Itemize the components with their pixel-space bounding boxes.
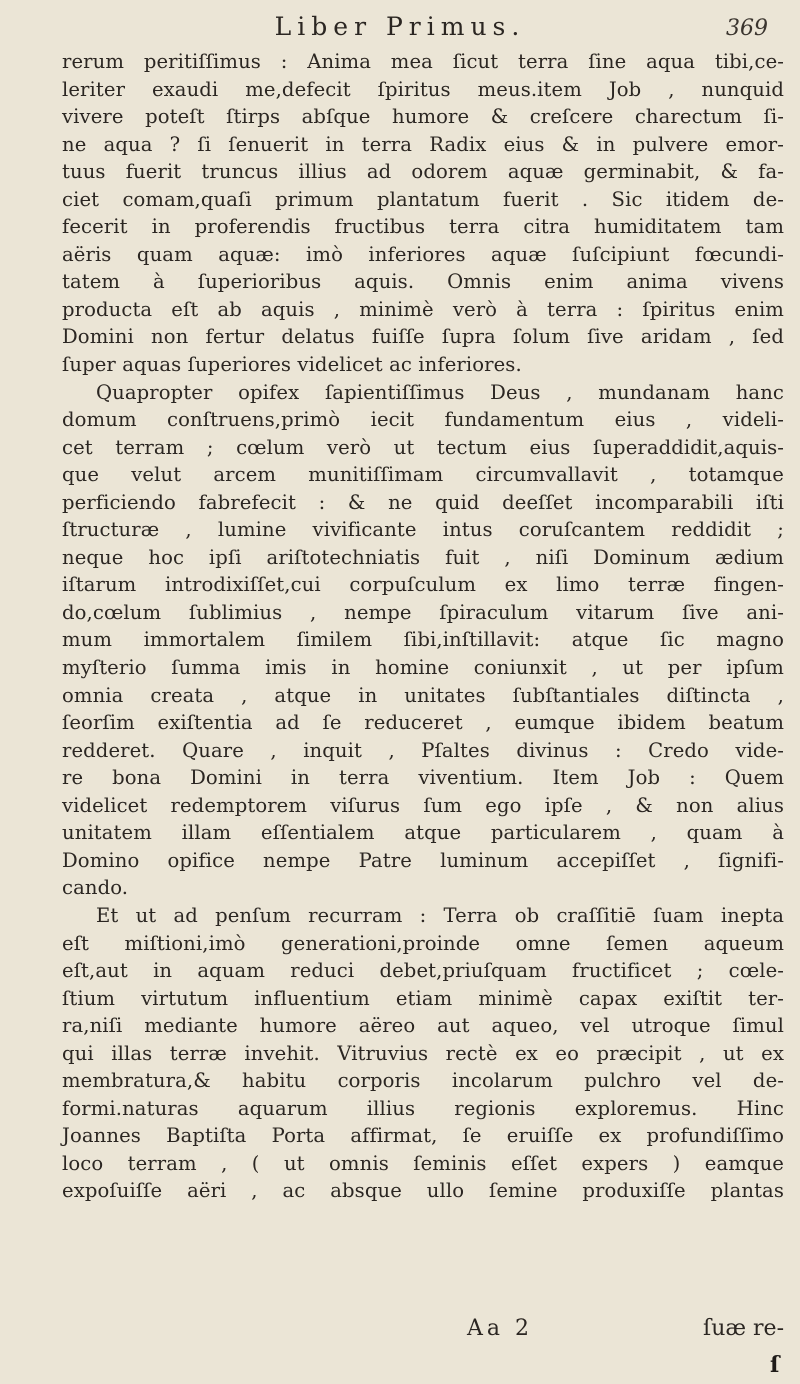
text-line: expoſuiſſe aëri , ac absque ullo ſemine produxiſſe plantas xyxy=(62,1179,784,1203)
text-line: ſtium virtutum influentium etiam minimè capax exiſtit ter- xyxy=(62,986,784,1010)
text-line: tuus fuerit truncus illius ad odorem aquæ germinabit, & fa- xyxy=(62,160,784,184)
text-line: que velut arcem munitiſſimam circumvallavit , totamque xyxy=(62,463,784,487)
text-line: domum conſtruens,primò iecit fundamentum eius , videli- xyxy=(62,408,784,432)
text-line: leriter exaudi me,defecit ſpiritus meus.item Job , nunquid xyxy=(62,77,784,101)
text-line: ſeorſim exiſtentia ad ſe reduceret , eumque ibidem beatum xyxy=(62,711,784,735)
text-line: fecerit in proferendis fructibus terra citra humiditatem tam xyxy=(62,215,784,239)
text-line: omnia creata , atque in unitates ſubſtantiales diſtincta , xyxy=(62,683,784,707)
running-title: Liber Primus. xyxy=(274,12,526,41)
text-line: rerum peritiſſimus : Anima mea ſicut terra ſine aqua tibi,ce- xyxy=(62,50,784,73)
text-line: ſtructuræ , lumine vivificante intus coruſcantem reddidit ; xyxy=(62,518,784,542)
paragraph-start-line: Et ut ad penſum recurram : Terra ob craſſitiē ſuam inepta xyxy=(96,903,784,927)
text-line: myſterio ſumma imis in homine coniunxit , ut per ipſum xyxy=(62,656,784,680)
body-text xyxy=(62,48,784,1205)
text-line: qui illas terræ invehit. Vitruvius rectè ex eo præcipit , ut ex xyxy=(62,1041,784,1065)
text-line: tatem à ſuperioribus aquis. Omnis enim anima vivens xyxy=(62,270,784,294)
text-line: cando. xyxy=(62,876,129,900)
corner-mark: ſ xyxy=(770,1352,780,1378)
text-line: loco terram , ( ut omnis ſeminis eſſet expers ) eamque xyxy=(62,1151,784,1175)
text-line: Joannes Baptiſta Porta affirmat, ſe eruiſſe ex profundiſſimo xyxy=(62,1124,784,1148)
text-line: eſt miſtioni,imò generationi,proinde omne ſemen aqueum xyxy=(62,931,784,955)
signature-mark: Aa 2 xyxy=(467,1316,533,1341)
catchword: ſuæ re- xyxy=(703,1316,784,1341)
text-line: mum immortalem ſimilem ſibi,inſtillavit: atque ſic magno xyxy=(62,628,784,652)
text-line: membratura,& habitu corporis incolarum pulchro vel de- xyxy=(62,1069,784,1093)
text-line: formi.naturas aquarum illius regionis exploremus. Hinc xyxy=(62,1096,784,1120)
text-line: neque hoc ipſi ariſtotechniatis fuit , niſi Dominum ædium xyxy=(62,545,784,569)
text-line: ne aqua ? ſi ſenuerit in terra Radix eius & in pulvere emor- xyxy=(62,132,784,156)
text-line: do,cœlum ſublimius , nempe ſpiraculum vitarum ſive ani- xyxy=(62,600,784,624)
text-line: iſtarum introdixiſſet,cui corpuſculum ex limo terræ fingen- xyxy=(62,573,784,597)
text-line: re bona Domini in terra viventium. Item Job : Quem xyxy=(62,766,784,790)
text-line: perficiendo fabrefecit : & ne quid deeſſet incomparabili iſti xyxy=(62,490,784,514)
text-line: eſt,aut in aquam reduci debet,priuſquam fructificet ; cœle- xyxy=(62,959,784,983)
text-line: ciet comam,quaſi primum plantatum fuerit . Sic itidem de- xyxy=(62,187,784,211)
text-line: redderet. Quare , inquit , Pſaltes divinus : Credo vide- xyxy=(62,738,784,762)
text-line: aëris quam aquæ: imò inferiores aquæ ſuſcipiunt fœcundi- xyxy=(62,242,784,266)
page-footer xyxy=(62,1316,784,1346)
text-line: Domino opifice nempe Patre luminum accepiſſet , ſignifi- xyxy=(62,848,784,872)
text-line: ſuper aquas ſuperiores videlicet ac inferiores. xyxy=(62,353,522,377)
text-line: producta eſt ab aquis , minimè verò à terra : ſpiritus enim xyxy=(62,297,784,321)
paragraph-start-line: Quapropter opifex ſapientiſſimus Deus , mundanam hanc xyxy=(96,380,784,404)
page-header xyxy=(0,10,800,46)
text-line: unitatem illam eſſentialem atque particularem , quam à xyxy=(62,821,784,845)
text-line: cet terram ; cœlum verò ut tectum eius ſuperaddidit,aquis- xyxy=(62,435,784,459)
text-line: vivere poteſt ſtirps abſque humore & creſcere charectum ſi- xyxy=(62,105,784,129)
page-number: 369 xyxy=(726,16,768,41)
text-line: ra,niſi mediante humore aëreo aut aqueo, vel utroque ſimul xyxy=(62,1014,784,1038)
text-line: Domini non fertur delatus fuiſſe ſupra ſolum ſive aridam , ſed xyxy=(62,325,784,349)
text-line: videlicet redemptorem viſurus ſum ego ipſe , & non alius xyxy=(62,793,784,817)
